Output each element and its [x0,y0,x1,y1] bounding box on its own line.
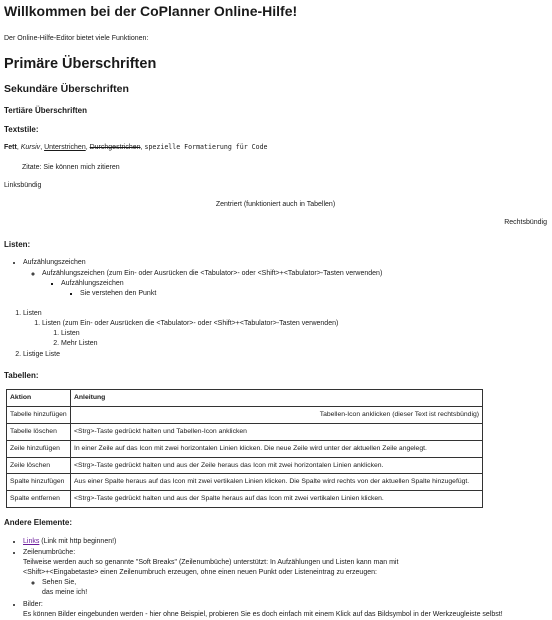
other-elements-heading: Andere Elemente: [4,518,73,528]
bullet-list-nested [42,279,547,299]
link-note: (Link mit http beginnen!) [39,537,117,545]
strikethrough-example: Durchgestrichen [89,144,141,152]
numbered-list [4,309,547,360]
align-right-example: Rechtsbündig [504,218,547,226]
table-row [7,491,483,508]
list-item-text: Sie verstehen den Punkt [80,289,157,297]
list-item [42,269,547,299]
secondary-heading: Sekundäre Überschriften [4,83,129,96]
table-cell: Tabelle löschen [7,423,71,440]
help-table [6,389,483,508]
list-item [23,309,547,350]
list-item [80,289,547,299]
primary-heading: Primäre Überschriften [4,55,157,72]
numbered-list-nested [42,329,547,349]
table-cell: In einer Zeile auf das Icon mit zwei horizontalen Linien klicken. Die neue Zeile wird unter der aktuellen Zeile angelegt. [71,440,483,457]
lists-heading: Listen: [4,239,31,249]
list-item [61,339,547,349]
list-item-text: Sehen Sie, [42,579,77,587]
bullet-list [4,258,547,299]
list-item [42,319,547,349]
table-row [7,423,483,440]
list-item [23,350,547,360]
bullet-list-nested [61,289,547,299]
list-item-text: Listen [61,330,80,338]
list-item-text: Mehr Listen [61,340,98,348]
quote-example: Zitate: Sie können mich zitieren [22,164,120,172]
numbered-list-nested [23,319,547,349]
textstile-heading: Textstile: [4,124,39,134]
list-item [23,537,547,547]
line-breaks-text: <Shift>+<Eingabetaste> einen Zeilenumbruch erzeugen, ohne einen neuen Punkt oder Listeneintrag zu erzeugen: [23,569,377,577]
table-cell: <Strg>-Taste gedrückt halten und Tabellen-Icon anklicken [71,423,483,440]
separator: , [40,144,45,152]
list-item-text: Aufzählungszeichen [61,279,124,287]
example-link[interactable]: Links [23,537,40,545]
table-row [7,474,483,491]
table-cell: Zeile löschen [7,457,71,474]
list-item [61,279,547,299]
underline-example: Unterstrichen [44,144,86,152]
table-row [7,440,483,457]
textstile-examples [4,143,547,153]
column-header: Aktion [7,390,71,407]
list-item-text: Listen [23,309,42,317]
table-cell: Aus einer Spalte heraus auf das Icon mit zwei vertikalen Linien klicken. Die Spalte wird rechts von der aktuellen Spalte hinzugefügt. [71,474,483,491]
separator: , [85,144,90,152]
align-center-example: Zentriert (funktioniert auch in Tabellen) [215,200,336,208]
list-item-text: Aufzählungszeichen [23,259,86,267]
list-item [61,329,547,339]
list-item-text: das meine ich! [42,589,88,597]
bullet-list-nested [23,269,547,299]
code-example: spezielle Formatierung für Code [144,143,268,152]
page-title: Willkommen bei der CoPlanner Online-Hilfe! [4,3,298,19]
table-cell: Zeile hinzufügen [7,440,71,457]
table-cell: <Strg>-Taste gedrückt halten und aus der Spalte heraus auf das Icon mit zwei vertikalen Linien klicken. [71,491,483,508]
table-row [7,457,483,474]
list-item [23,600,547,620]
bullet-list-nested [23,578,547,598]
line-breaks-title: Zeilenumbrüche: [23,548,76,556]
italic-example: Kursiv [20,144,41,152]
line-breaks-text: Teilweise werden auch so genannte "Soft Breaks" (Zeilenumbüche) unterstützt: In Aufzählungen und Listen kann man mit [23,559,399,567]
other-elements-list [4,537,547,620]
table-cell: Tabelle hinzufügen [7,407,71,424]
table-cell: Spalte entfernen [7,491,71,508]
table-cell: Tabellen-Icon anklicken (dieser Text ist rechtsbündig) [71,407,483,424]
table-cell: Spalte hinzufügen [7,474,71,491]
images-text: Es können Bilder eingebunden werden - hier ohne Beispiel, probieren Sie es doch einfach mit einem Klick auf das Bildsymbol in der Werkzeugleiste selbst! [23,610,503,618]
list-item [42,578,547,598]
list-item [23,548,547,599]
intro-text: Der Online-Hilfe-Editor bietet viele Funktionen: [4,34,149,42]
align-left-example: Linksbündig [4,182,42,190]
list-item-text: Listige Liste [23,350,60,358]
column-header: Anleitung [71,390,483,407]
bold-example: Fett [4,144,17,152]
tables-heading: Tabellen: [4,370,39,380]
tertiary-heading: Tertiäre Überschriften [4,105,87,115]
list-item [23,258,547,299]
list-item-text: Listen (zum Ein- oder Ausrücken die <Tabulator>- oder <Shift>+<Tabulator>-Tasten verwenden) [42,320,339,328]
table-header-row [7,390,483,407]
table-row [7,407,483,424]
separator: , [140,144,145,152]
table-cell: <Strg>-Taste gedrückt halten und aus der Zeile heraus das Icon mit zwei horizontalen Linien anklicken. [71,457,483,474]
separator: , [16,144,21,152]
images-title: Bilder: [23,600,43,608]
list-item-text: Aufzählungszeichen (zum Ein- oder Ausrücken die <Tabulator>- oder <Shift>+<Tabulator>-Tasten verwenden) [42,269,383,277]
